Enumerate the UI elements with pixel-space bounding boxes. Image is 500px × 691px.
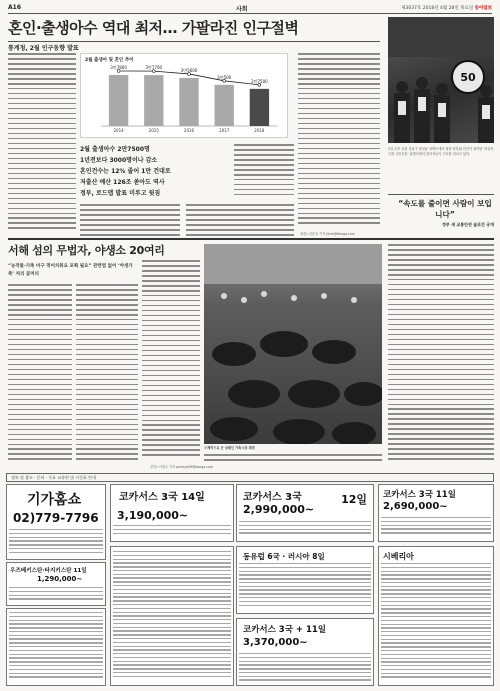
ad-caucasus-plus-text <box>239 653 371 685</box>
chart-bar <box>179 78 198 126</box>
deck-line: 혼인건수는 12% 줄어 1만 건대로 <box>80 168 171 175</box>
svg-text:50: 50 <box>460 71 476 84</box>
chart-svg <box>81 54 289 139</box>
cattle-photo-caption: 구제역으로 큰 낭패인 가축시장 재개 <box>204 446 255 450</box>
ad-gigahome-text <box>9 529 103 559</box>
ad-gigahome[interactable] <box>6 484 106 560</box>
article1-body-col3b <box>186 204 294 238</box>
cattle-photo-caption-text <box>204 454 382 466</box>
article1-body-col1 <box>8 53 76 235</box>
article1-subhead: 통계청, 2월 인구동향 발표 <box>8 45 79 52</box>
deck-line: 2월 출생아수 2만7500명 <box>80 146 150 153</box>
birth-chart <box>80 53 288 138</box>
chart-point <box>117 70 120 73</box>
chart-point <box>188 73 191 76</box>
deck-line: 저출산 예산 126조 쏟아도 역사 <box>80 179 165 186</box>
ad-caucasus-11-text <box>381 517 491 541</box>
ad-gigahome-phone: 02)779-7796 <box>13 511 99 525</box>
divider <box>8 41 380 42</box>
chart-tick-label: 2015 <box>148 128 159 133</box>
ad-caucasus-9-text <box>239 521 371 541</box>
chart-tick-label: 2014 <box>113 128 124 133</box>
article1-byline: 세종=김준일 기자 jikim@donga.com <box>300 232 355 236</box>
chart-bar <box>109 75 128 126</box>
chart-data-label: 3만5600 <box>180 67 198 73</box>
ad-eastern-europe[interactable] <box>236 546 374 614</box>
ad-caucasus-plus[interactable] <box>236 618 374 686</box>
event-photo-caption: 2일 오후 서울 강남구 삼성동 코엑스에서 열린 정부와 민간이 참여한 ‘저출산 극복 국민운동’ 출범식에서 참석자들이 구호를 외치고 있다. <box>388 147 494 156</box>
ad-caucasus-14-text <box>113 525 231 541</box>
article2-body-col1 <box>8 284 72 464</box>
ad-caucasus-11[interactable] <box>378 484 494 542</box>
ad-caucasus-14-price: 3,190,000~ <box>117 509 189 522</box>
ad-uzbek-title: 우즈베키스탄·타지키스탄 11일 <box>10 568 87 574</box>
cattle-market-photo <box>204 244 382 444</box>
ad-caucasus-11-price: 2,690,000~ <box>383 501 448 512</box>
section-name: 사회 <box>236 6 248 13</box>
article1-body-col2b <box>80 204 180 238</box>
cattle-photo-art <box>204 244 382 444</box>
article3-body <box>388 244 494 464</box>
deck-line: 정부, 로드맵 발표 미루고 뒷짐 <box>80 190 161 197</box>
ad-eastern-europe-text <box>239 563 371 613</box>
chart-bar <box>144 75 163 126</box>
chart-point <box>223 79 226 82</box>
issue-number: 제3037호 <box>401 6 422 11</box>
event-photo <box>388 17 494 143</box>
ad-eastern-europe-title: 동유럽 6국 · 러시아 8일 <box>243 552 325 561</box>
ad-caucasus-11-title: 코카서스 3국 11일 <box>383 490 456 500</box>
article1-headline: 혼인·출생아수 역대 최저… 가팔라진 인구절벽 <box>8 19 299 37</box>
chart-data-label: 3만7800 <box>110 64 127 70</box>
chart-data-label: 3만500 <box>217 74 232 80</box>
issue-date: 2018년 4월 28일 목요일 <box>422 6 474 11</box>
page-number: A16 <box>8 4 21 11</box>
ads-band: 정보 및 광고 · 문의 · 주요 교통편 및 시간표 안내 <box>6 473 494 482</box>
ad-uzbek-price: 1,290,000~ <box>37 575 83 583</box>
ad-listing[interactable] <box>6 608 106 686</box>
chart-title: 2월 출생아 및 혼인 추이 <box>85 58 134 63</box>
article1-deck <box>80 144 230 199</box>
ad-uzbek[interactable] <box>6 562 106 606</box>
article1-body-col3a <box>234 144 294 198</box>
ad-caucasus-14-title: 코카서스 3국 14일 <box>119 492 205 503</box>
masthead-info <box>401 5 492 11</box>
chart-tick-label: 2016 <box>183 128 195 133</box>
paper-name: 동아일보 <box>474 6 492 11</box>
chart-point <box>258 83 261 86</box>
divider <box>388 194 494 195</box>
ad-caucasus-9-title: 코카서스 3국 <box>243 492 302 503</box>
ad-tour-listing[interactable] <box>110 546 234 686</box>
chart-bar <box>215 85 234 126</box>
article2-subhead: “농작물·가축 마구 먹어치워요 포획 필요” 관련법 없어 ‘야생가축’ 처리 골머리 <box>8 264 133 277</box>
chart-bar <box>250 89 269 126</box>
chart-data-label: 3만7700 <box>145 65 163 71</box>
article2-body-col3 <box>142 260 200 460</box>
ad-uzbek-text <box>9 587 103 605</box>
article2-byline: 신안=이형주 기자 peneye09@donga.com <box>150 465 214 469</box>
deck-line: 1년전보다 3000명이나 감소 <box>80 157 158 164</box>
slogan-quote: “속도를 줄이면 사람이 보입니다” <box>398 199 492 219</box>
ad-listing-text <box>9 612 103 684</box>
section-divider <box>8 238 494 240</box>
chart-data-label: 2만7500 <box>251 78 268 84</box>
article2-headline: 서해 섬의 무법자, 야생소 20여리 <box>8 244 165 257</box>
ad-caucasus-12-days: 12일 <box>341 493 367 506</box>
ad-siberia[interactable] <box>378 546 494 686</box>
article1-body-col4 <box>298 53 380 229</box>
event-photo-art <box>388 17 494 143</box>
ad-tour-listing-text <box>113 551 231 683</box>
masthead <box>8 4 492 14</box>
ad-caucasus-plus-title: 코카서스 3국 + 11일 <box>243 625 327 635</box>
ad-caucasus-plus-price: 3,370,000~ <box>243 637 308 648</box>
ad-gigahome-title: 기가홈쇼 <box>27 492 82 508</box>
chart-point <box>152 70 155 73</box>
ad-siberia-title: 시베리아 <box>383 552 414 561</box>
ad-siberia-text <box>381 563 491 683</box>
slogan-source: 정부 새 교통안전 슬로건 공개 <box>442 222 494 227</box>
chart-tick-label: 2018 <box>254 128 265 133</box>
chart-tick-label: 2017 <box>219 128 230 133</box>
article2-body-col2 <box>76 284 138 464</box>
ad-caucasus-9[interactable] <box>236 484 374 542</box>
ad-caucasus-14[interactable] <box>110 484 234 542</box>
ad-caucasus-9-price: 2,990,000~ <box>243 503 315 516</box>
